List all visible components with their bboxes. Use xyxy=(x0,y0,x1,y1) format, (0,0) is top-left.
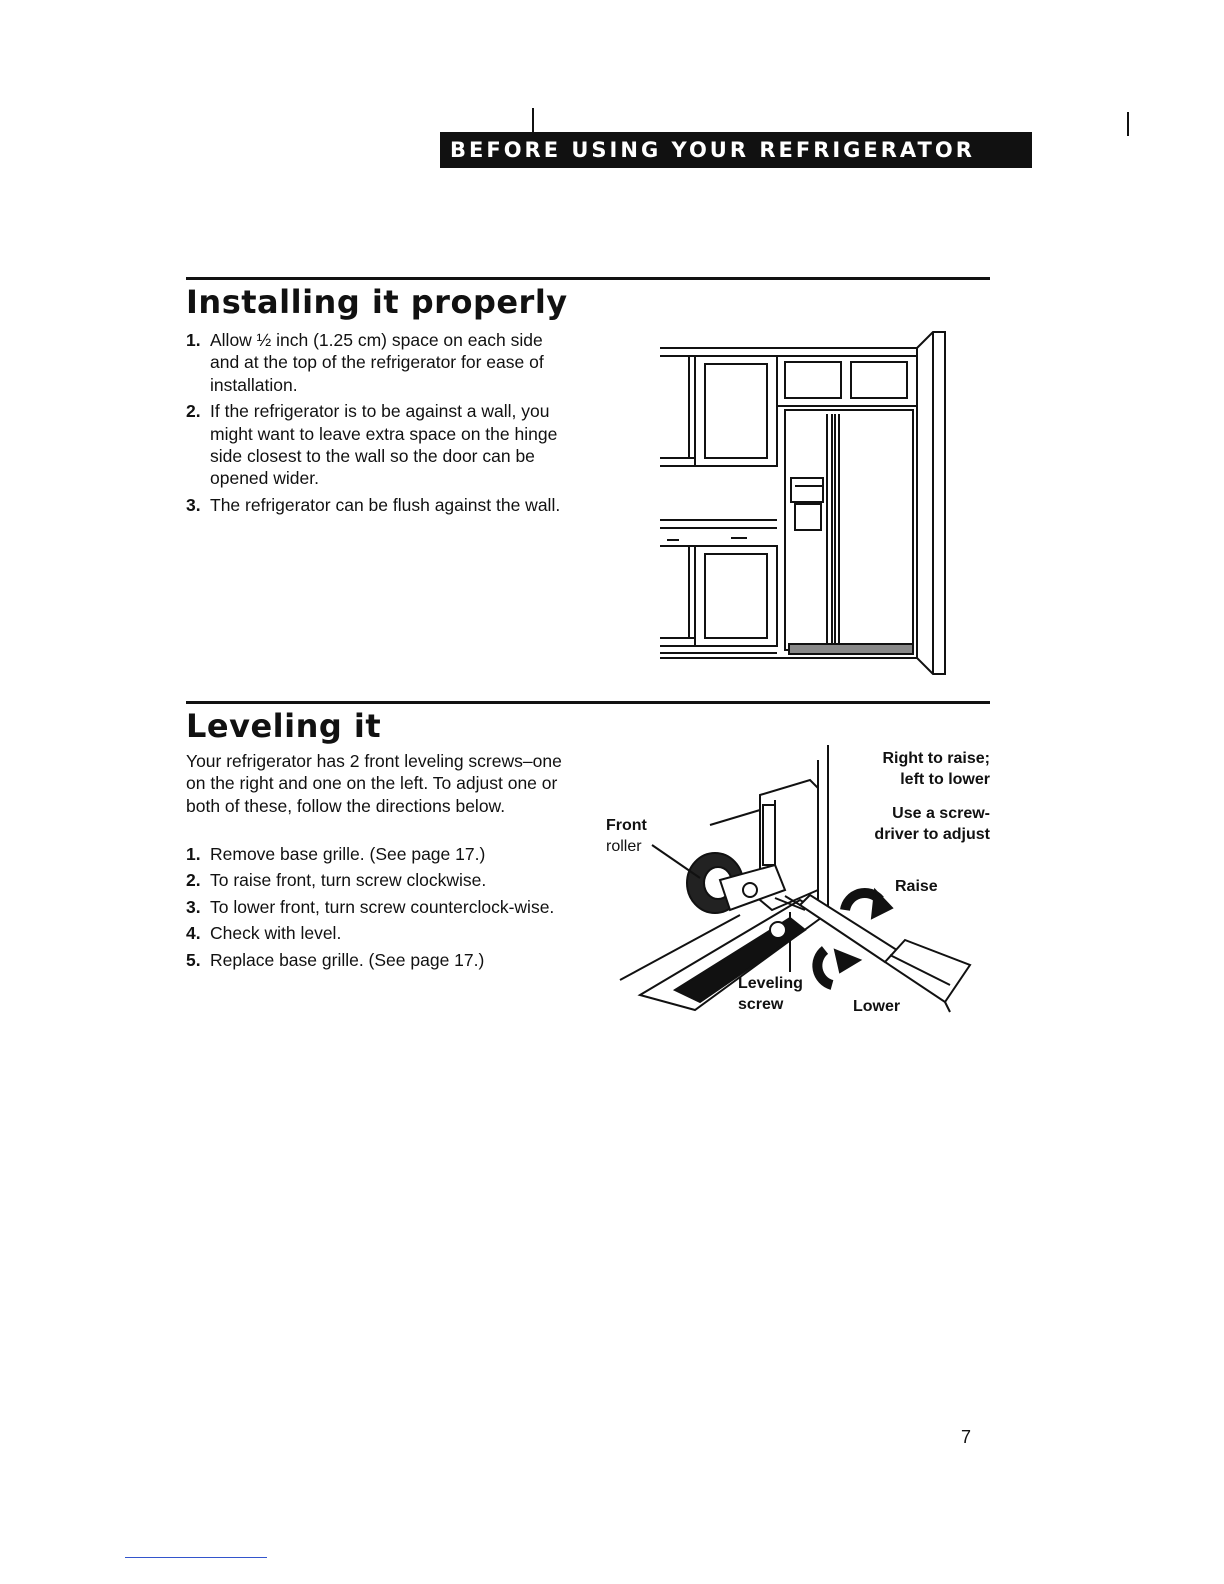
step-text: The refrigerator can be flush against the wall. xyxy=(210,494,561,515)
list-item xyxy=(186,949,566,971)
lower-label: Lower xyxy=(853,998,901,1015)
crop-mark xyxy=(532,108,534,132)
section-rule xyxy=(186,701,990,704)
step-number: 2. xyxy=(186,870,201,891)
raise-label: Raise xyxy=(895,878,938,895)
step-text: Allow ½ inch (1.25 cm) space on each side and at the top of the refrigerator for ease of installation. xyxy=(210,330,544,395)
list-item xyxy=(186,896,566,918)
list-item xyxy=(186,400,566,490)
installing-heading: Installing it properly xyxy=(186,283,568,321)
step-text: If the refrigerator is to be against a wall, you might want to leave extra space on the hinge side closest to the wall so the door can be opened wider. xyxy=(210,401,558,489)
step-number: 1. xyxy=(186,330,201,350)
section-header-title: BEFORE USING YOUR REFRIGERATOR xyxy=(450,138,975,162)
list-item xyxy=(186,494,566,516)
leveling-intro: Your refrigerator has 2 front leveling screws–one on the right and one on the left. To adjust one or both of these, follow the directions below. xyxy=(186,751,562,816)
step-text: Replace base grille. (See page 17.) xyxy=(210,949,485,970)
front-roller-label: Front roller xyxy=(606,817,647,855)
list-item xyxy=(186,922,566,944)
step-number: 2. xyxy=(186,401,201,422)
right-to-raise-label: Right to raise; left to lower xyxy=(882,750,990,788)
refrigerator-installation-illustration xyxy=(655,328,950,680)
step-number: 3. xyxy=(186,494,201,515)
leveling-screw-label: Leveling screw xyxy=(738,975,803,1013)
step-number: 1. xyxy=(186,844,201,864)
section-rule xyxy=(186,277,990,280)
list-item xyxy=(186,329,566,396)
step-text: To lower front, turn screw counterclock-wise. xyxy=(210,896,555,917)
step-text: Check with level. xyxy=(210,923,342,944)
page-number: 7 xyxy=(961,1427,972,1447)
step-text: To raise front, turn screw clockwise. xyxy=(210,870,487,891)
use-screwdriver-label: Use a screw- driver to adjust xyxy=(874,805,990,843)
installing-steps-list xyxy=(186,329,566,520)
step-number: 4. xyxy=(186,923,201,944)
leveling-steps-list xyxy=(186,843,566,975)
section-header-bar xyxy=(440,132,1032,168)
step-text: Remove base grille. (See page 17.) xyxy=(210,844,486,864)
step-number: 3. xyxy=(186,896,201,917)
crop-mark xyxy=(1127,112,1129,136)
step-number: 5. xyxy=(186,949,201,970)
list-item xyxy=(186,843,566,865)
list-item xyxy=(186,869,566,891)
footer-rule xyxy=(125,1557,267,1558)
leveling-heading: Leveling it xyxy=(186,707,382,745)
